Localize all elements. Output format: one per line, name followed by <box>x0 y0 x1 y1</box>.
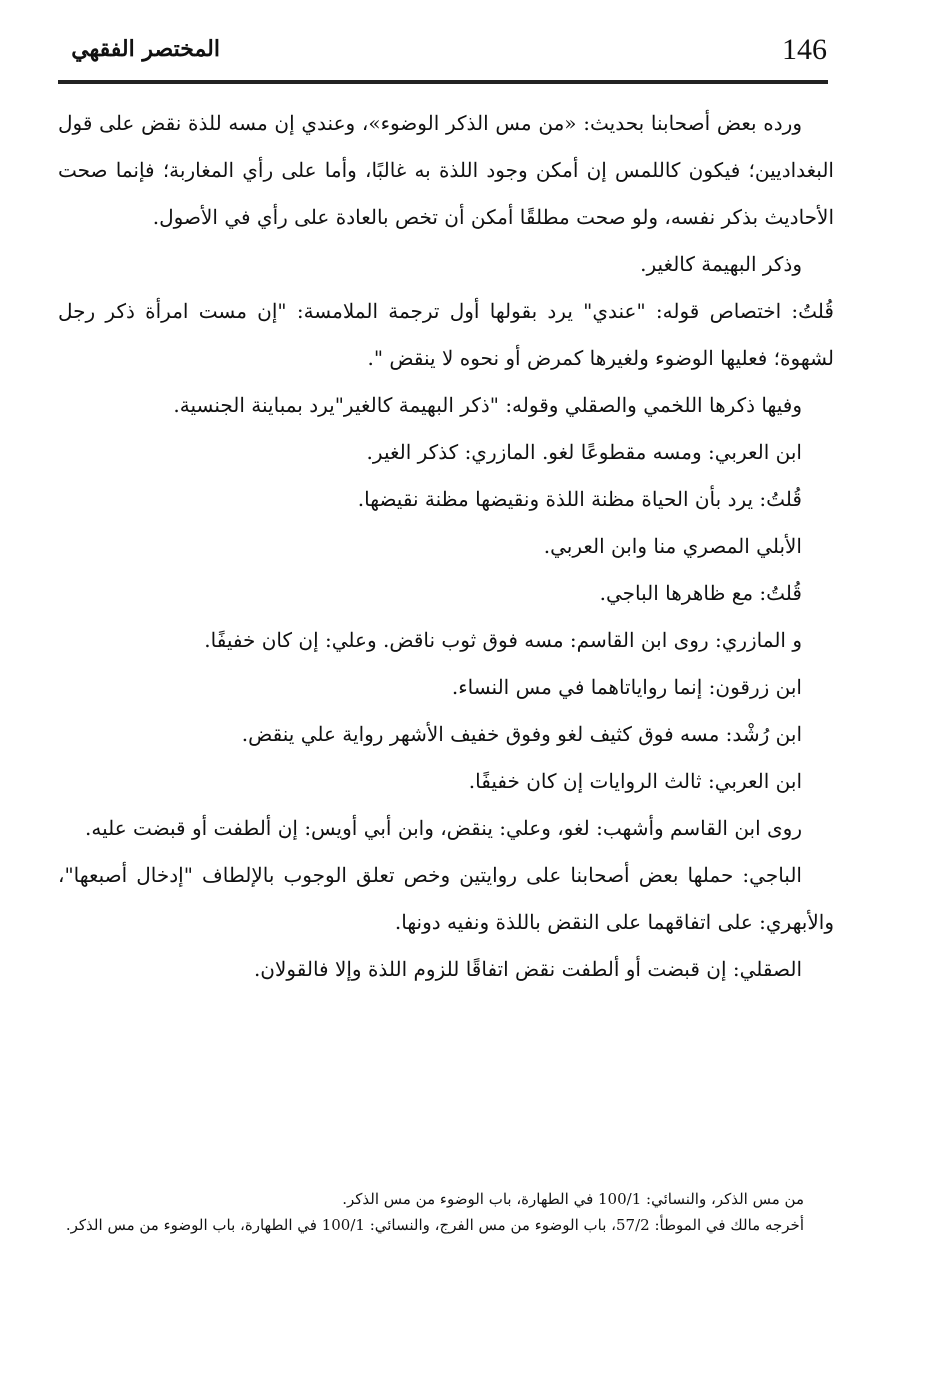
paragraph: ابن العربي: ثالث الروايات إن كان خفيفًا. <box>468 769 802 793</box>
paragraph: ابن العربي: ومسه مقطوعًا لغو. المازري: كذكر الغير. <box>366 440 802 464</box>
running-title: المختصر الفقهي <box>71 36 220 62</box>
paragraph: ورده بعض أصحابنا بحديث: «من مس الذكر الوضوء»، وعندي إن مسه للذة نقض على قول البغداديين؛ فيكون كاللمس إن أمكن وجود اللذة به غالبًا، وأما على رأي المغاربة؛ فإنما صحت الأحاديث بذكر نفسه، ولو صحت مطلقًا أمكن أن تخص بالعادة على رأي في الأصول. <box>58 111 834 229</box>
paragraph: وفيها ذكرها اللخمي والصقلي وقوله: "ذكر البهيمة كالغير"يرد بمباينة الجنسية. <box>173 393 802 417</box>
main-text <box>58 100 834 993</box>
paragraph: و المازري: روى ابن القاسم: مسه فوق ثوب ناقض. وعلي: إن كان خفيفًا. <box>204 628 802 652</box>
footnote: أخرجه مالك في الموطأ: 57/2، باب الوضوء من مس الفرج، والنسائي: 100/1 في الطهارة، باب الوضوء من مس الذكر. <box>65 1216 804 1234</box>
header-rule <box>58 80 828 84</box>
paragraph: ابن زرقون: إنما رواياتاهما في مس النساء. <box>451 675 802 699</box>
paragraph: روى ابن القاسم وأشهب: لغو، وعلي: ينقض، وابن أبي أويس: إن ألطفت أو قبضت عليه. <box>85 816 802 840</box>
paragraph: الصقلي: إن قبضت أو ألطفت نقض اتفاقًا للزوم اللذة وإلا فالقولان. <box>253 957 802 981</box>
paragraph: قُلتُ: يرد بأن الحياة مظنة اللذة ونقيضها مظنة نقيضها. <box>357 487 802 511</box>
paragraph: قُلتُ: مع ظاهرها الباجي. <box>599 581 802 605</box>
page-number: 146 <box>782 33 827 66</box>
paragraph: قُلتُ: اختصاص قوله: "عندي" يرد بقولها أول ترجمة الملامسة: "إن مست امرأة ذكر رجل لشهوة؛ فعليها الوضوء ولغيرها كمرض أو نحوه لا ينقض ". <box>58 299 834 370</box>
paragraph: الأبلي المصري منا وابن العربي. <box>543 534 802 558</box>
paragraph: الباجي: حملها بعض أصحابنا على روايتين وخص تعلق الوجوب بالإلطاف "إدخال أصبعها"، والأبهري: على اتفاقهما على النقض باللذة ونفيه دونها. <box>58 863 834 934</box>
paragraph: وذكر البهيمة كالغير. <box>640 252 802 276</box>
footnotes <box>60 1186 804 1238</box>
paragraph: ابن رُشْد: مسه فوق كثيف لغو وفوق خفيف الأشهر رواية علي ينقض. <box>241 722 802 746</box>
footnote: من مس الذكر، والنسائي: 100/1 في الطهارة، باب الوضوء من مس الذكر. <box>342 1190 804 1208</box>
